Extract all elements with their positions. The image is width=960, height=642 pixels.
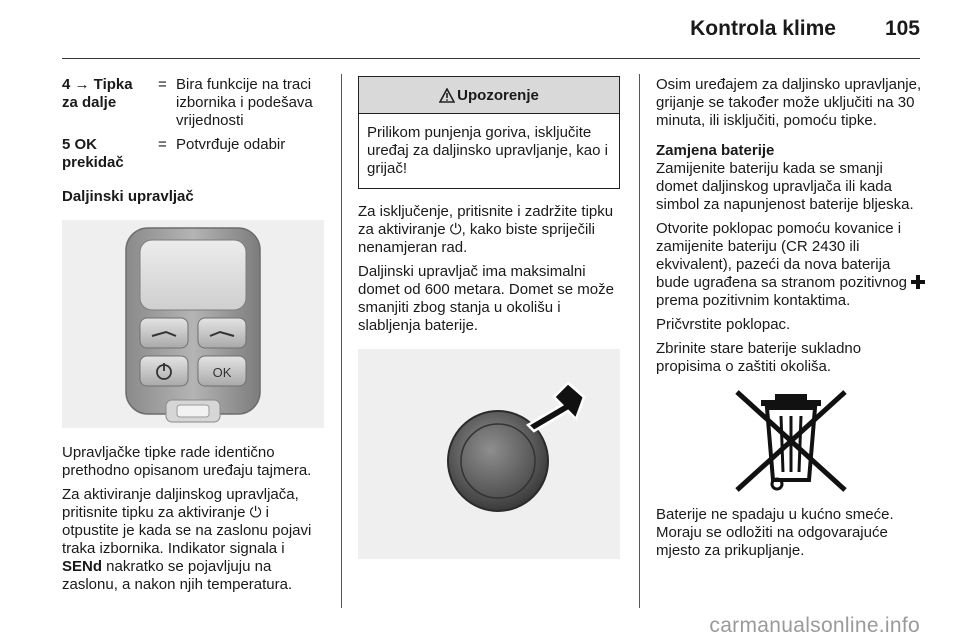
definition-equals: = (158, 136, 167, 153)
heater-button-image (358, 349, 620, 559)
text-span: i otpustite je kada se na zaslonu pojavi traka izbornika. Indikator signala i (62, 504, 312, 557)
paragraph (358, 203, 620, 257)
column-divider (639, 74, 640, 608)
text-span: Otvorite poklopac pomoću kovanice i zamijenite bateriju (CR 2430 ili ekvivalent), pazeći da nova baterija bude ugrađena sa stranom pozitivnog (656, 220, 912, 291)
column-1 (62, 76, 324, 600)
remote-ok-label: OK (212, 365, 232, 380)
paragraph: Daljinski upravljač ima maksimalni domet od 600 metara. Domet se može smanjiti zbog stanja u okolišu i slabljenja baterije. (358, 263, 614, 334)
text-span: Za isključenje, pritisnite i zadržite tipku za aktiviranje (358, 203, 614, 238)
footer-watermark-url: carmanualsonline.info (709, 614, 920, 637)
paragraph (62, 486, 324, 594)
subheading-battery: Zamjena baterije (656, 142, 775, 159)
page-title: Kontrola klime (690, 17, 836, 40)
definition-row (62, 76, 324, 136)
paragraph: Zbrinite stare baterije sukladno propisima o zaštiti okoliša. (656, 340, 862, 375)
warning-box (358, 76, 620, 189)
key-definitions (62, 76, 324, 178)
page-number: 105 (884, 17, 920, 40)
paragraph: Upravljačke tipke rade identično prethodno opisanom uređaju tajmera. (62, 444, 312, 479)
header-rule (62, 58, 920, 59)
paragraph: Pričvrstite poklopac. (656, 316, 791, 333)
column-3 (656, 76, 926, 566)
paragraph (656, 220, 926, 310)
definition-row (62, 136, 324, 178)
text-span: prema pozitivnim kontaktima. (656, 292, 851, 309)
text-span: , kako biste spriječili nenamjeran rad. (358, 221, 595, 256)
plus-icon (911, 275, 925, 289)
definition-term-line1: 5 OK (62, 136, 98, 153)
power-icon: ⏻ (449, 221, 462, 238)
column-2 (358, 76, 620, 559)
definition-term (62, 76, 154, 136)
text-span: Za aktiviranje daljinskog upravljača, pritisnite tipku za aktiviranje (62, 486, 299, 521)
warning-title: Upozorenje (457, 87, 539, 104)
text-span-bold: SENd (62, 558, 103, 575)
warning-icon (439, 88, 455, 103)
definition-equals: = (158, 76, 167, 93)
remote-control-illustration (62, 220, 324, 428)
paragraph: Zamijenite bateriju kada se smanji domet daljinskog upravljača ili kada simbol za napunjenost baterije bljeska. (656, 160, 914, 213)
crossed-bin-icon (731, 388, 851, 494)
warning-text: Prilikom punjenja goriva, isključite uređaj za daljinsko upravljanje, kao i grijač! (367, 124, 608, 177)
paragraph: Osim uređajem za daljinsko upravljanje, grijanje se također može uključiti na 30 minuta, ili isključiti, pomoću tipke. (656, 76, 922, 129)
heater-button-illustration (358, 349, 620, 559)
definition-term-line2: prekidač (62, 154, 124, 171)
power-icon: ⏻ (249, 504, 262, 521)
warning-header (359, 77, 619, 114)
definition-text: Bira funkcije na traci izbornika i podešava vrijednosti (176, 76, 313, 129)
definition-term-line1: 4 → Tipka (62, 76, 133, 93)
remote-control-image (62, 220, 324, 428)
definition-term-line2: za dalje (62, 94, 117, 111)
subheading-remote: Daljinski upravljač (62, 188, 194, 205)
definition-text: Potvrđuje odabir (176, 136, 286, 153)
definition-term (62, 136, 154, 178)
column-divider (341, 74, 342, 608)
text-span: nakratko se pojavljuju na zaslonu, a nakon njih temperatura. (62, 558, 293, 593)
paragraph: Baterije ne spadaju u kućno smeće. Moraju se odložiti na odgovarajuće mjesto za prikupljanje. (656, 506, 894, 559)
